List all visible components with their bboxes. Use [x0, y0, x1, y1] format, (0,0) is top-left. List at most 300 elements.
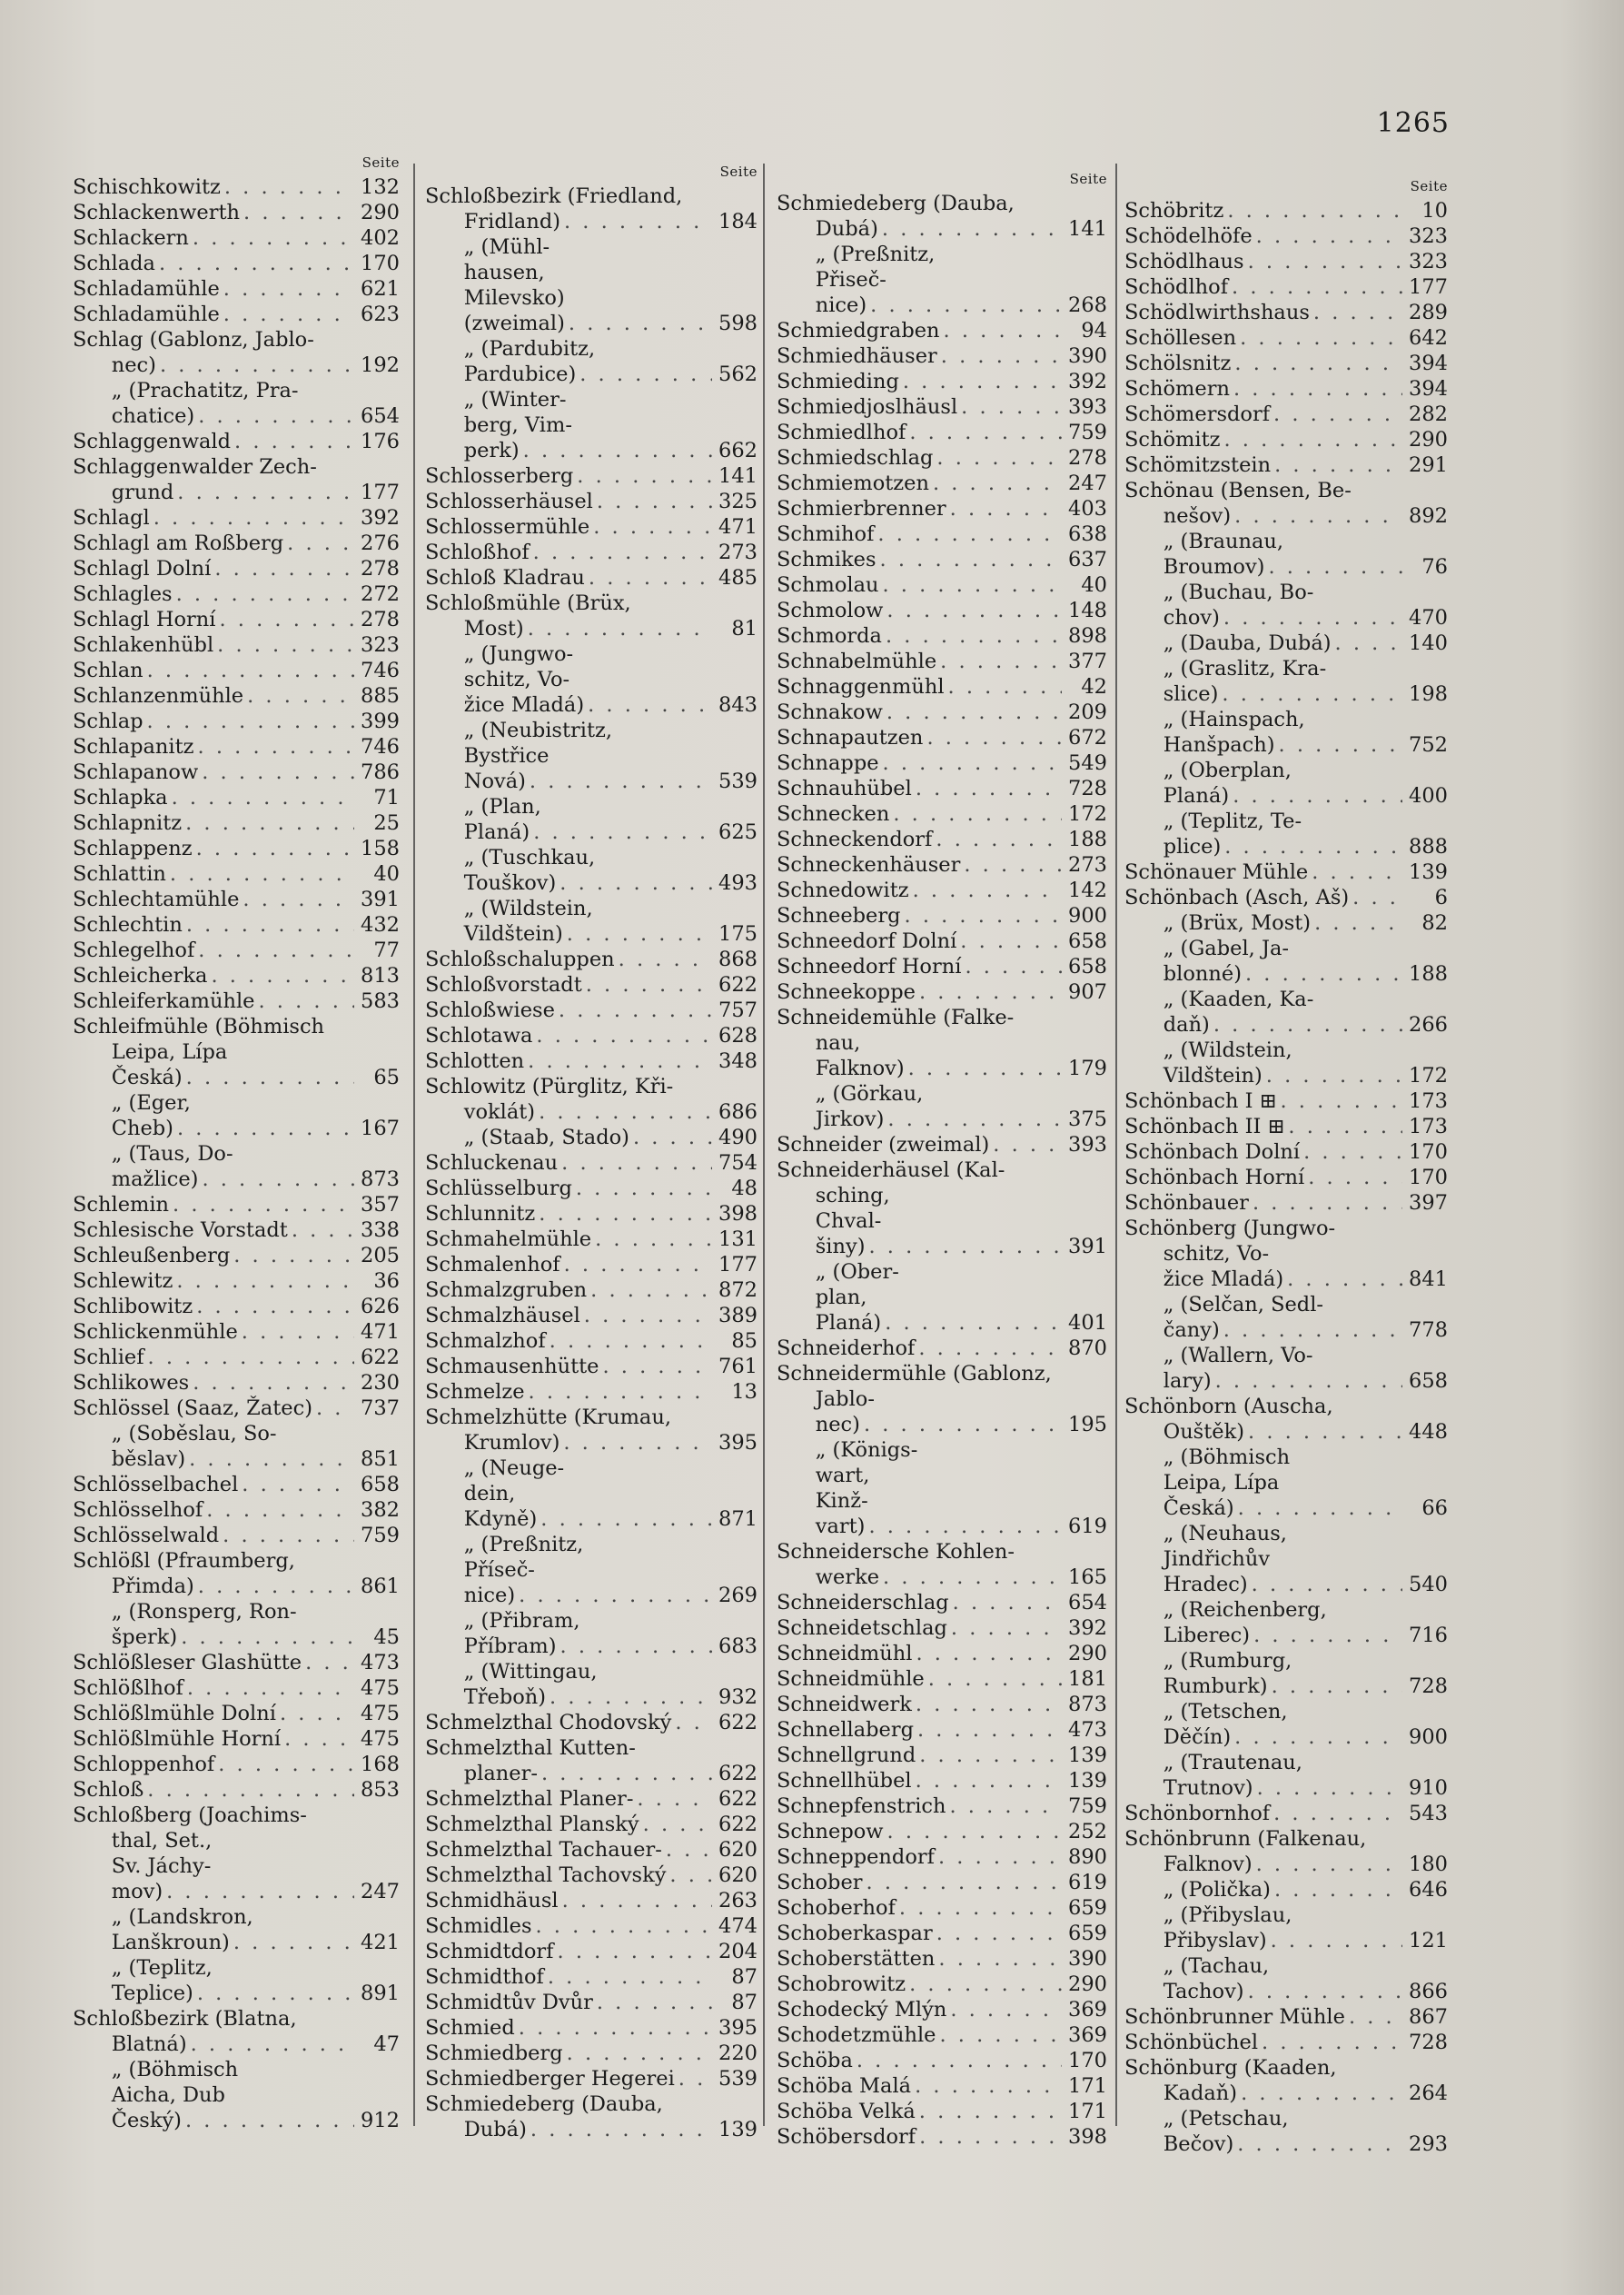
entry-name: Schloßmühle (Brüx,: [425, 591, 631, 615]
entry-page: 181: [1068, 1667, 1107, 1691]
entry-name: Schneidmühl: [777, 1642, 913, 1665]
entry-name: Česká): [1163, 1496, 1234, 1520]
entry-page: 646: [1409, 1878, 1448, 1902]
leader-dots: [1234, 503, 1402, 529]
leader-dots: [961, 394, 1062, 420]
leader-dots: [950, 1997, 1062, 2022]
entry-name: nice): [815, 293, 867, 317]
entry-page: 401: [1068, 1311, 1107, 1335]
index-entry: [425, 1303, 758, 1328]
entry-page: 289: [1409, 301, 1448, 324]
index-column-3: [777, 171, 1107, 2150]
entry-name: Schneckendorf: [777, 828, 933, 851]
entry-name: Schlößlhof: [73, 1676, 183, 1700]
index-entry: [425, 1761, 758, 1786]
entry-name: Schnepow: [777, 1820, 884, 1843]
index-entry: [777, 2022, 1107, 2048]
entry-name: Schlapka: [73, 786, 168, 810]
entry-name: Schnakow: [777, 700, 883, 724]
index-entry: [73, 276, 400, 302]
index-entry: [73, 1116, 400, 1141]
leader-dots: [177, 1116, 354, 1141]
index-entry: [777, 216, 1107, 242]
entry-name: Schmiedhäuser: [777, 344, 937, 368]
entry-name: Schlösselwald: [73, 1524, 220, 1547]
index-entry: [1124, 885, 1448, 910]
entry-name: šiny): [815, 1235, 866, 1258]
leader-dots: [1223, 1317, 1402, 1343]
entry-name: Dubá): [815, 217, 878, 241]
leader-dots: [1335, 631, 1402, 656]
leader-dots: [913, 878, 1062, 903]
index-entry: [777, 827, 1107, 852]
index-entry: [777, 1030, 1107, 1056]
leader-dots: [147, 1777, 354, 1803]
leader-dots: [678, 2066, 712, 2091]
index-entry: [425, 336, 758, 362]
leader-dots: [223, 302, 354, 327]
entry-name: Schönbach Horní: [1124, 1166, 1305, 1189]
leader-dots: [1303, 1139, 1402, 1165]
entry-name: Schmidthof: [425, 1965, 544, 1989]
entry-name: Schmalzgruben: [425, 1278, 588, 1302]
entry-page: 148: [1068, 599, 1107, 622]
entry-page: 140: [1409, 631, 1448, 655]
entry-name: Schlechtin: [73, 913, 183, 937]
entry-name: Schlösselhof: [73, 1498, 203, 1522]
entry-name: Schönbornhof: [1124, 1802, 1271, 1825]
leader-dots: [202, 760, 354, 785]
index-entry: [1124, 2004, 1448, 2030]
entry-name: Schnaggenmühl: [777, 675, 945, 699]
entry-page: 247: [361, 1880, 400, 1903]
entry-name: Planá): [815, 1311, 882, 1335]
index-entry: [425, 1405, 758, 1430]
entry-name: Schömersdorf: [1124, 402, 1271, 426]
index-entry: [73, 632, 400, 658]
leader-dots: [181, 1624, 354, 1650]
entry-page: 176: [361, 430, 400, 453]
leader-dots: [550, 1684, 712, 1710]
leader-dots: [1234, 351, 1402, 376]
entry-page: 375: [1068, 1108, 1107, 1131]
index-entry: [1124, 402, 1448, 427]
entry-name: „ (Neubistritz,: [463, 719, 613, 742]
leader-dots: [259, 989, 355, 1014]
leader-dots: [242, 1472, 354, 1497]
leader-dots: [916, 1768, 1062, 1793]
leader-dots: [1314, 910, 1402, 936]
index-entry: [1124, 809, 1448, 834]
entry-name: Schlibowitz: [73, 1295, 193, 1318]
entry-page: 891: [361, 1982, 400, 2005]
leader-dots: [915, 2073, 1062, 2099]
entry-name: Blatná): [111, 2032, 187, 2056]
index-entry: [777, 1946, 1107, 1972]
index-entry: [425, 438, 758, 463]
leader-dots: [1273, 1801, 1402, 1826]
entry-page: 87: [731, 1991, 758, 2014]
entry-page: 209: [1068, 700, 1107, 724]
leader-dots: [870, 293, 1062, 318]
entry-name: „ (Přibyslau,: [1163, 1903, 1292, 1927]
entry-page: 139: [718, 2118, 758, 2141]
entry-name: Ouštěk): [1163, 1420, 1245, 1444]
leader-dots: [219, 607, 354, 632]
entry-name: nešov): [1163, 504, 1232, 528]
index-entry: [425, 845, 758, 870]
index-entry: [425, 1099, 758, 1125]
entry-name: vart): [815, 1515, 866, 1538]
leader-dots: [868, 1234, 1062, 1259]
leader-dots: [202, 1167, 354, 1192]
entry-page: 168: [361, 1753, 400, 1776]
entry-name: Nová): [463, 770, 526, 793]
index-entry: [777, 1921, 1107, 1946]
index-entry: [425, 1939, 758, 1964]
entry-page: 369: [1068, 2023, 1107, 2047]
index-entry: [425, 2066, 758, 2091]
index-entry: [1124, 783, 1448, 809]
entry-name: perk): [463, 439, 520, 462]
entry-name: Schloßvorstadt: [425, 973, 582, 997]
entry-name: Schöbersdorf: [777, 2125, 916, 2149]
leader-dots: [590, 1277, 712, 1303]
entry-name: čany): [1163, 1318, 1220, 1342]
entry-page: 583: [361, 989, 400, 1013]
entry-page: 392: [361, 506, 400, 530]
entry-name: Schischkowitz: [73, 175, 221, 199]
entry-page: 247: [1068, 472, 1107, 495]
index-entry: [73, 1141, 400, 1167]
leader-dots: [170, 861, 354, 887]
entry-page: 728: [1409, 1674, 1448, 1698]
index-entry: [73, 1294, 400, 1319]
index-entry: [73, 403, 400, 429]
entry-name: Schlan: [73, 659, 144, 682]
entry-name: Schnauhübel: [777, 777, 912, 800]
index-entry: [425, 1354, 758, 1379]
entry-page: 36: [373, 1269, 400, 1293]
entry-name: sching,: [815, 1184, 890, 1207]
entry-page: 637: [1068, 548, 1107, 571]
entry-name: Liberec): [1163, 1624, 1251, 1647]
index-entry: [1124, 758, 1448, 783]
leader-dots: [533, 540, 712, 565]
entry-name: Schöba Velká: [777, 2100, 916, 2123]
index-entry: [1124, 452, 1448, 478]
entry-page: 393: [1068, 395, 1107, 419]
entry-name: Schleiferkamühle: [73, 989, 255, 1013]
index-entry: [1124, 834, 1448, 859]
index-entry: [777, 1437, 1107, 1463]
leader-dots: [223, 276, 354, 302]
entry-name: Schöllesen: [1124, 326, 1237, 350]
leader-dots: [886, 700, 1062, 725]
leader-dots: [949, 1793, 1062, 1819]
entry-page: 761: [718, 1355, 758, 1378]
entry-page: 778: [1409, 1318, 1448, 1342]
leader-dots: [564, 1252, 712, 1277]
index-column-1: [73, 154, 400, 2133]
index-entry: [425, 947, 758, 972]
index-entry: [73, 1650, 400, 1675]
entry-name: Rumburk): [1163, 1674, 1268, 1698]
leader-dots: [883, 1565, 1062, 1590]
entry-page: 394: [1409, 352, 1448, 375]
index-entry: [425, 2091, 758, 2117]
entry-page: 204: [718, 1940, 758, 1963]
leader-dots: [669, 1863, 712, 1888]
entry-name: Schmiedgraben: [777, 319, 940, 343]
entry-page: 141: [718, 464, 758, 488]
index-entry: [1124, 631, 1448, 656]
entry-name: thal, Set.,: [111, 1829, 213, 1853]
index-entry: [73, 887, 400, 912]
entry-name: Hanšpach): [1163, 733, 1275, 757]
entry-name: „ (Wittingau,: [463, 1660, 598, 1684]
leader-dots: [909, 420, 1062, 445]
leader-dots: [597, 1990, 712, 2015]
entry-name: Schnepfenstrich: [777, 1794, 946, 1818]
leader-dots: [926, 725, 1062, 750]
leader-dots: [579, 362, 712, 387]
leader-dots: [597, 489, 712, 514]
entry-page: 172: [1068, 802, 1107, 826]
leader-dots: [1272, 1674, 1402, 1699]
entry-name: Schnapautzen: [777, 726, 924, 750]
entry-name: Schnellgrund: [777, 1744, 916, 1767]
index-entry: [425, 921, 758, 947]
entry-name: voklát): [463, 1100, 536, 1124]
leader-dots: [941, 343, 1062, 369]
leader-dots: [234, 429, 354, 454]
index-entry: [1124, 2030, 1448, 2055]
index-entry: [425, 1863, 758, 1888]
index-entry: [777, 1997, 1107, 2022]
entry-page: 71: [373, 786, 400, 810]
entry-page: 65: [373, 1066, 400, 1089]
index-entry: [73, 200, 400, 225]
entry-name: „ (Ronsperg, Ron-: [111, 1600, 297, 1624]
entry-name: Český): [111, 2109, 182, 2132]
entry-page: 474: [718, 1914, 758, 1938]
index-entry: [1124, 1546, 1448, 1572]
index-entry: [1124, 580, 1448, 605]
entry-name: daň): [1163, 1013, 1210, 1037]
index-entry: [1124, 1979, 1448, 2004]
entry-page: 338: [361, 1218, 400, 1242]
entry-name: Schlagl am Roßberg: [73, 532, 284, 555]
entry-page: 170: [1409, 1166, 1448, 1189]
entry-name: Schönbüchel: [1124, 2031, 1259, 2054]
index-entry: [1124, 1317, 1448, 1343]
leader-dots: [1308, 1165, 1402, 1190]
leader-dots: [1274, 452, 1402, 478]
entry-name: mažlice): [111, 1167, 199, 1191]
index-entry: [425, 1048, 758, 1074]
leader-dots: [186, 912, 354, 938]
entry-name: Schmidtdorf: [425, 1940, 554, 1963]
leader-dots: [886, 598, 1062, 623]
index-entry: [73, 353, 400, 378]
index-entry: [777, 420, 1107, 445]
entry-name: Třeboň): [463, 1685, 547, 1709]
index-entry: [73, 1701, 400, 1726]
index-entry: [1124, 1572, 1448, 1597]
index-entry: [425, 769, 758, 794]
index-entry: [425, 463, 758, 489]
leader-dots: [185, 2108, 354, 2133]
index-entry: [425, 1455, 758, 1481]
leader-dots: [191, 2032, 354, 2057]
index-entry: [425, 209, 758, 234]
entry-name: „ (Rumburg,: [1163, 1649, 1292, 1673]
index-entry: [777, 623, 1107, 649]
leader-dots: [1266, 1063, 1402, 1088]
leader-dots: [1224, 834, 1402, 859]
entry-page: 13: [731, 1380, 758, 1404]
index-entry: [425, 234, 758, 260]
leader-dots: [877, 522, 1062, 547]
index-entry: [73, 1726, 400, 1752]
leader-dots: [243, 887, 354, 912]
index-entry: [1124, 325, 1448, 351]
index-entry: [425, 285, 758, 311]
entry-name: „ (Eger,: [111, 1091, 191, 1115]
index-column-2: [425, 164, 758, 2142]
index-entry: [73, 658, 400, 683]
entry-name: wart,: [815, 1464, 870, 1487]
entry-name: „ (Tuschkau,: [463, 846, 596, 869]
entry-name: Schlößlmühle Horní: [73, 1727, 282, 1751]
leader-dots: [540, 1506, 712, 1532]
index-entry: [73, 760, 400, 785]
entry-name: Chval-: [815, 1209, 882, 1233]
leader-dots: [1234, 1724, 1402, 1750]
entry-page: 841: [1409, 1267, 1448, 1291]
entry-name: Schlowitz (Pürglitz, Kři-: [425, 1075, 674, 1098]
entry-name: Milevsko): [463, 286, 565, 310]
entry-page: 266: [1409, 1013, 1448, 1037]
index-entry: [73, 1446, 400, 1472]
entry-name: Jirkov): [815, 1108, 885, 1131]
entry-name: „ (Brüx, Most): [1163, 911, 1312, 935]
index-entry: [777, 1336, 1107, 1361]
index-entry: [1124, 1267, 1448, 1292]
index-entry: [73, 1803, 400, 1828]
entry-name: Děčín): [1163, 1725, 1232, 1749]
entry-name: Schloßhof: [425, 541, 530, 564]
entry-name: Bečov): [1163, 2132, 1234, 2156]
entry-page: 910: [1409, 1776, 1448, 1800]
entry-page: 861: [361, 1575, 400, 1598]
index-entry: [1124, 198, 1448, 224]
leader-dots: [993, 1132, 1062, 1157]
entry-page: 177: [361, 481, 400, 504]
entry-name: Schönberg (Jungwo-: [1124, 1217, 1336, 1240]
index-entry: [73, 2057, 400, 2082]
index-entry: [73, 1472, 400, 1497]
entry-name: Schlagl: [73, 506, 150, 530]
entry-page: 42: [1081, 675, 1107, 699]
index-entry: [777, 1793, 1107, 1819]
entry-page: 432: [361, 913, 400, 937]
entry-name: „ (Böhmisch: [111, 2058, 239, 2081]
index-entry: [777, 776, 1107, 801]
entry-page: 390: [1068, 344, 1107, 368]
entry-name: Schoberstätten: [777, 1947, 936, 1971]
entry-page: 77: [373, 939, 400, 962]
entry-name: Schlößl (Pfraumberg,: [73, 1549, 295, 1573]
entry-page: 82: [1421, 911, 1448, 935]
entry-page: 25: [373, 811, 400, 835]
entry-page: 172: [1409, 1064, 1448, 1088]
leader-dots: [530, 769, 712, 794]
entry-page: 759: [1068, 421, 1107, 444]
leader-dots: [595, 1227, 712, 1252]
leader-dots: [196, 836, 354, 861]
entry-page: 868: [718, 948, 758, 971]
entry-name: Schömitzstein: [1124, 453, 1272, 477]
page-number: 1265: [1376, 107, 1450, 139]
index-entry: [73, 1981, 400, 2006]
index-entry: [73, 454, 400, 480]
index-entry: [777, 445, 1107, 471]
index-entry: [425, 998, 758, 1023]
entry-page: 628: [718, 1024, 758, 1048]
entry-page: 493: [718, 871, 758, 895]
entry-name: „ (Teplitz,: [111, 1956, 213, 1980]
entry-name: plice): [1163, 835, 1222, 859]
entry-name: Schmelzthal Planer-: [425, 1787, 634, 1811]
leader-dots: [577, 463, 712, 489]
entry-name: Schönburg (Kaaden,: [1124, 2056, 1337, 2080]
entry-name: Schmiedeberg (Dauba,: [425, 2092, 663, 2116]
entry-page: 290: [1068, 1642, 1107, 1665]
entry-name: nau,: [815, 1031, 861, 1055]
index-entry: [777, 1666, 1107, 1692]
entry-name: Schloßbezirk (Blatna,: [73, 2007, 297, 2031]
entry-name: Schlap: [73, 710, 144, 733]
index-entry: [73, 225, 400, 251]
entry-page: 658: [1409, 1369, 1448, 1393]
entry-page: 180: [1409, 1853, 1448, 1876]
entry-page: 195: [1068, 1413, 1107, 1436]
entry-page: 348: [718, 1049, 758, 1073]
index-entry: [1124, 1292, 1448, 1317]
entry-name: Schöba: [777, 2049, 853, 2072]
index-entry: [1124, 554, 1448, 580]
entry-name: Schneider (zweimal): [777, 1133, 990, 1157]
entry-page: 539: [718, 770, 758, 793]
entry-page: 175: [718, 922, 758, 946]
entry-page: 131: [718, 1227, 758, 1251]
index-entry: [777, 191, 1107, 216]
index-entry: [1124, 2055, 1448, 2081]
entry-page: 622: [361, 1346, 400, 1369]
entry-page: 170: [361, 252, 400, 275]
leader-dots: [523, 438, 712, 463]
entry-page: 293: [1409, 2132, 1448, 2156]
leader-dots: [857, 2048, 1062, 2073]
leader-dots: [917, 1717, 1062, 1743]
entry-name: Leipa, Lípa: [1163, 1471, 1280, 1495]
index-entry: [1124, 1114, 1448, 1139]
index-entry: [1124, 1648, 1448, 1674]
leader-dots: [1268, 554, 1402, 580]
leader-dots: [536, 1023, 712, 1048]
